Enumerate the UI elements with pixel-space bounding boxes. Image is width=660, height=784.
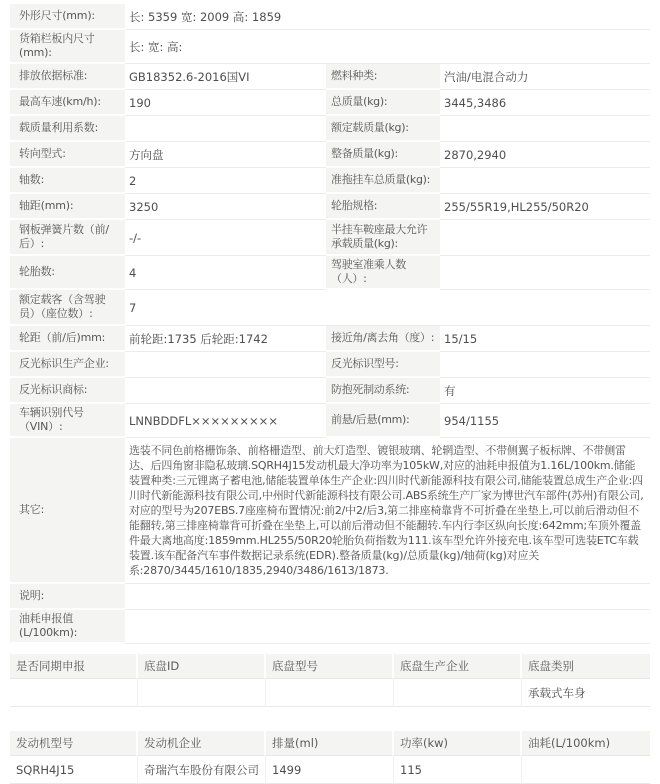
spec-row-label-2: 额定载质量(kg): xyxy=(326,116,440,142)
spec-row-value-2: 2870,2940 xyxy=(440,142,650,168)
spec-row-value: 长: 5359 宽: 2009 高: 1859 xyxy=(125,4,650,30)
spec-row-value xyxy=(125,584,650,610)
table-cell xyxy=(394,679,522,707)
spec-row-label: 轮胎数: xyxy=(10,256,125,290)
spec-row xyxy=(10,30,650,64)
spec-row-label: 其它: xyxy=(10,438,125,584)
spec-row xyxy=(10,90,650,116)
spec-row-value: 4 xyxy=(125,256,326,290)
spec-row-label: 额定载客（含驾驶员）（座位数）: xyxy=(10,290,125,326)
spec-row xyxy=(10,142,650,168)
spec-row-value-2 xyxy=(440,116,650,142)
spec-row xyxy=(10,438,650,584)
spec-row-value: LNNBDDFL××××××××× xyxy=(125,404,326,438)
chassis-table xyxy=(10,654,650,707)
column-header: 底盘型号 xyxy=(266,654,394,679)
spec-row-label: 外形尺寸(mm): xyxy=(10,4,125,30)
spec-row-label: 货箱栏板内尺寸(mm): xyxy=(10,30,125,64)
column-header: 排量(ml) xyxy=(266,731,394,756)
spec-row-label-2: 接近角/离去角（度）: xyxy=(326,326,440,352)
spec-row-label-2: 半挂车鞍座最大允许承载质量(kg): xyxy=(326,220,440,256)
table-row xyxy=(10,756,650,784)
table-header-row xyxy=(10,654,650,679)
spec-row xyxy=(10,256,650,290)
spec-row xyxy=(10,584,650,610)
spec-row xyxy=(10,290,650,326)
spec-table xyxy=(10,4,650,644)
column-header: 底盘ID xyxy=(138,654,266,679)
spec-row-value-2 xyxy=(440,352,650,378)
spec-row-value: 2 xyxy=(125,168,326,194)
spec-row xyxy=(10,610,650,644)
spec-row xyxy=(10,326,650,352)
spec-row-value xyxy=(125,610,650,644)
spec-row-value-2 xyxy=(440,168,650,194)
table-cell: 奇瑞汽车股份有限公司 xyxy=(138,756,266,784)
column-header: 发动机企业 xyxy=(138,731,266,756)
spec-row-value: 前轮距:1735 后轮距:1742 xyxy=(125,326,326,352)
table-cell xyxy=(138,679,266,707)
spacer xyxy=(10,644,650,654)
spec-row-value-2 xyxy=(440,256,650,290)
spec-row xyxy=(10,194,650,220)
spec-row-value: 方向盘 xyxy=(125,142,326,168)
spec-row-value-2: 有 xyxy=(440,378,650,404)
spec-row-label-2: 整备质量(kg): xyxy=(326,142,440,168)
engine-table xyxy=(10,731,650,784)
spec-row-label: 车辆识别代号（VIN）: xyxy=(10,404,125,438)
column-header: 功率(kw) xyxy=(394,731,522,756)
table-row xyxy=(10,679,650,707)
spec-row xyxy=(10,168,650,194)
spec-row xyxy=(10,378,650,404)
spec-row-label: 轴距(mm): xyxy=(10,194,125,220)
table-cell xyxy=(522,756,650,784)
spec-row-label: 排放依据标准: xyxy=(10,64,125,90)
column-header: 发动机型号 xyxy=(10,731,138,756)
spec-row-value-2 xyxy=(440,220,650,256)
spec-row-label-2: 总质量(kg): xyxy=(326,90,440,116)
spec-row-value-2: 954/1155 xyxy=(440,404,650,438)
spec-row-label-2: 前悬/后悬(mm): xyxy=(326,404,440,438)
spec-row-value: 7 xyxy=(125,290,650,326)
spec-row-value xyxy=(125,352,326,378)
table-cell xyxy=(10,679,138,707)
spec-row-value: GB18352.6-2016国VI xyxy=(125,64,326,90)
spec-row-value-2: 255/55R19,HL255/50R20 xyxy=(440,194,650,220)
spec-row-label-2: 防抱死制动系统: xyxy=(326,378,440,404)
table-cell xyxy=(266,679,394,707)
spec-row-label: 油耗申报值(L/100km): xyxy=(10,610,125,644)
spec-row-value: 长: 宽: 高: xyxy=(125,30,650,64)
spec-row-value xyxy=(125,378,326,404)
spec-row-label: 反光标识生产企业: xyxy=(10,352,125,378)
spec-row-label-2: 反光标识型号: xyxy=(326,352,440,378)
spec-row xyxy=(10,352,650,378)
spec-row xyxy=(10,64,650,90)
spec-row-label: 反光标识商标: xyxy=(10,378,125,404)
table-header-row xyxy=(10,731,650,756)
spec-row-label-2: 燃料种类: xyxy=(326,64,440,90)
spec-row-label: 轴数: xyxy=(10,168,125,194)
spec-row-label: 转向型式: xyxy=(10,142,125,168)
spec-row-label: 最高车速(km/h): xyxy=(10,90,125,116)
column-header: 油耗(L/100km) xyxy=(522,731,650,756)
spec-row-label: 载质量利用系数: xyxy=(10,116,125,142)
spec-row xyxy=(10,220,650,256)
table-cell: 承载式车身 xyxy=(522,679,650,707)
spec-row-value-2: 3445,3486 xyxy=(440,90,650,116)
column-header: 底盘类别 xyxy=(522,654,650,679)
spec-row xyxy=(10,4,650,30)
table-cell: 1499 xyxy=(266,756,394,784)
column-header: 底盘生产企业 xyxy=(394,654,522,679)
spec-row-value: 190 xyxy=(125,90,326,116)
spec-row xyxy=(10,116,650,142)
spec-row-label: 轮距（前/后)mm: xyxy=(10,326,125,352)
spec-row-label-2: 驾驶室准乘人数（人）: xyxy=(326,256,440,290)
spec-row-value: 选装不同色前格栅饰条、前格栅造型、前大灯造型、镀银玻璃、轮辋造型、不带侧翼子板标牌、不带侧雷达、后四角窗非隐私玻璃.SQRH4J15发动机最大净功率为105kW,对应的油耗申报值为1.16L/100km.储能装置种类:三元锂离子蓄电池,储能装置单体生产企业:四川时代新能源科技有限公司,储能装置总成生产企业:四川时代新能源科技有限公司,中州时代新能源科技有限公司.ABS系统生产厂家为博世汽车部件(苏州)有限公司,对应的型号为207EBS.7座座椅布置情况:前2/中2/后3,第二排座椅靠背不可折叠在坐垫上,可以前后滑动但不能翻转,第三排座椅靠背可折叠在坐垫上,可以前后滑动但不能翻转.车内行李区纵向长度:642mm;车顶外覆盖件最大离地高度:1859mm.HL255/50R20轮胎负荷指数为111.该车型允许外接充电.该车型可选装ETC车载装置.该车配备汽车事件数据记录系统(EDR).整备质量(kg)/总质量(kg)/轴荷(kg)对应关系:2870/3445/1610/1835,2940/3486/1613/1873. xyxy=(125,438,650,584)
spec-row-value: -/- xyxy=(125,220,326,256)
spec-row-value xyxy=(125,116,326,142)
spec-row-value: 3250 xyxy=(125,194,326,220)
table-cell: SQRH4J15 xyxy=(10,756,138,784)
spec-row-value-2: 汽油/电混合动力 xyxy=(440,64,650,90)
spec-row-label-2: 轮胎规格: xyxy=(326,194,440,220)
spec-row-label: 说明: xyxy=(10,584,125,610)
spec-row-label-2: 准拖挂车总质量(kg): xyxy=(326,168,440,194)
table-cell: 115 xyxy=(394,756,522,784)
spec-row-value-2: 15/15 xyxy=(440,326,650,352)
spec-row-label: 钢板弹簧片数（前/后）: xyxy=(10,220,125,256)
column-header: 是否同期申报 xyxy=(10,654,138,679)
spacer xyxy=(10,707,650,731)
spec-row xyxy=(10,404,650,438)
